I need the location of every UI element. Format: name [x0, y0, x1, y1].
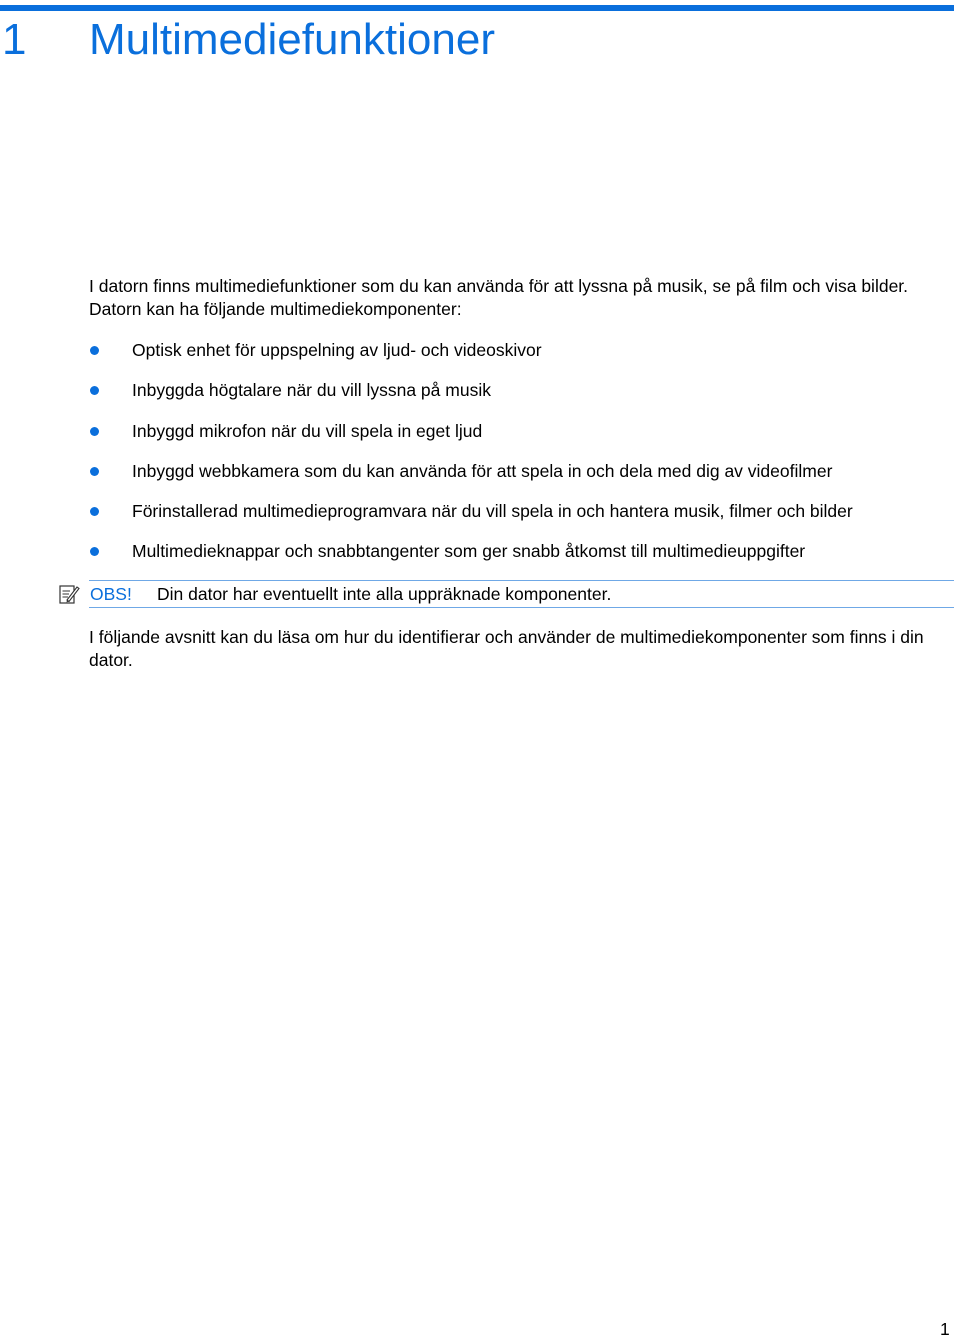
list-item: [0, 420, 960, 460]
list-item-text: Optisk enhet för uppspelning av ljud- och videoskivor: [132, 340, 542, 360]
bullet-icon: [90, 547, 99, 556]
list-item: [0, 339, 960, 379]
note-bottom-rule: [89, 607, 954, 608]
component-list: [0, 339, 960, 581]
list-item: [0, 540, 960, 580]
list-item-text: Inbyggd mikrofon när du vill spela in eget ljud: [132, 420, 483, 441]
bullet-icon: [90, 427, 99, 436]
chapter-top-rule: [0, 5, 954, 11]
list-item-text: Förinstallerad multimedieprogramvara när du vill spela in och hantera musik, filmer och bilder: [132, 501, 853, 522]
chapter-title: Multimediefunktioner: [89, 15, 495, 64]
bullet-icon: [90, 386, 99, 395]
list-item-text: Inbyggda högtalare när du vill lyssna på musik: [132, 380, 491, 401]
list-item: [0, 379, 960, 419]
page-number: 1: [940, 1319, 950, 1339]
list-item: [0, 460, 960, 500]
bullet-icon: [90, 467, 99, 476]
list-item: [0, 500, 960, 540]
note-label: OBS!: [90, 584, 132, 604]
list-item-text: Multimedieknappar och snabbtangenter som ger snabb åtkomst till multimedieuppgifter: [132, 541, 806, 562]
list-item-text: Inbyggd webbkamera som du kan använda för att spela in och dela med dig av videofilmer: [132, 460, 833, 481]
outro-paragraph: I följande avsnitt kan du läsa om hur du identifierar och använder de multimediekomponenter som finns i din dator.: [89, 627, 924, 670]
bullet-icon: [90, 507, 99, 516]
note-box: [0, 580, 954, 608]
chapter-number: 1: [2, 15, 27, 64]
bullet-icon: [90, 346, 99, 355]
intro-paragraph: I datorn finns multimediefunktioner som du kan använda för att lyssna på musik, se på film och visa bilder. Datorn kan ha följande multimediekomponenter:: [89, 276, 909, 319]
note-pencil-icon: [58, 583, 80, 605]
note-text: Din dator har eventuellt inte alla uppräknade komponenter.: [157, 584, 612, 604]
note-top-rule: [89, 580, 954, 581]
